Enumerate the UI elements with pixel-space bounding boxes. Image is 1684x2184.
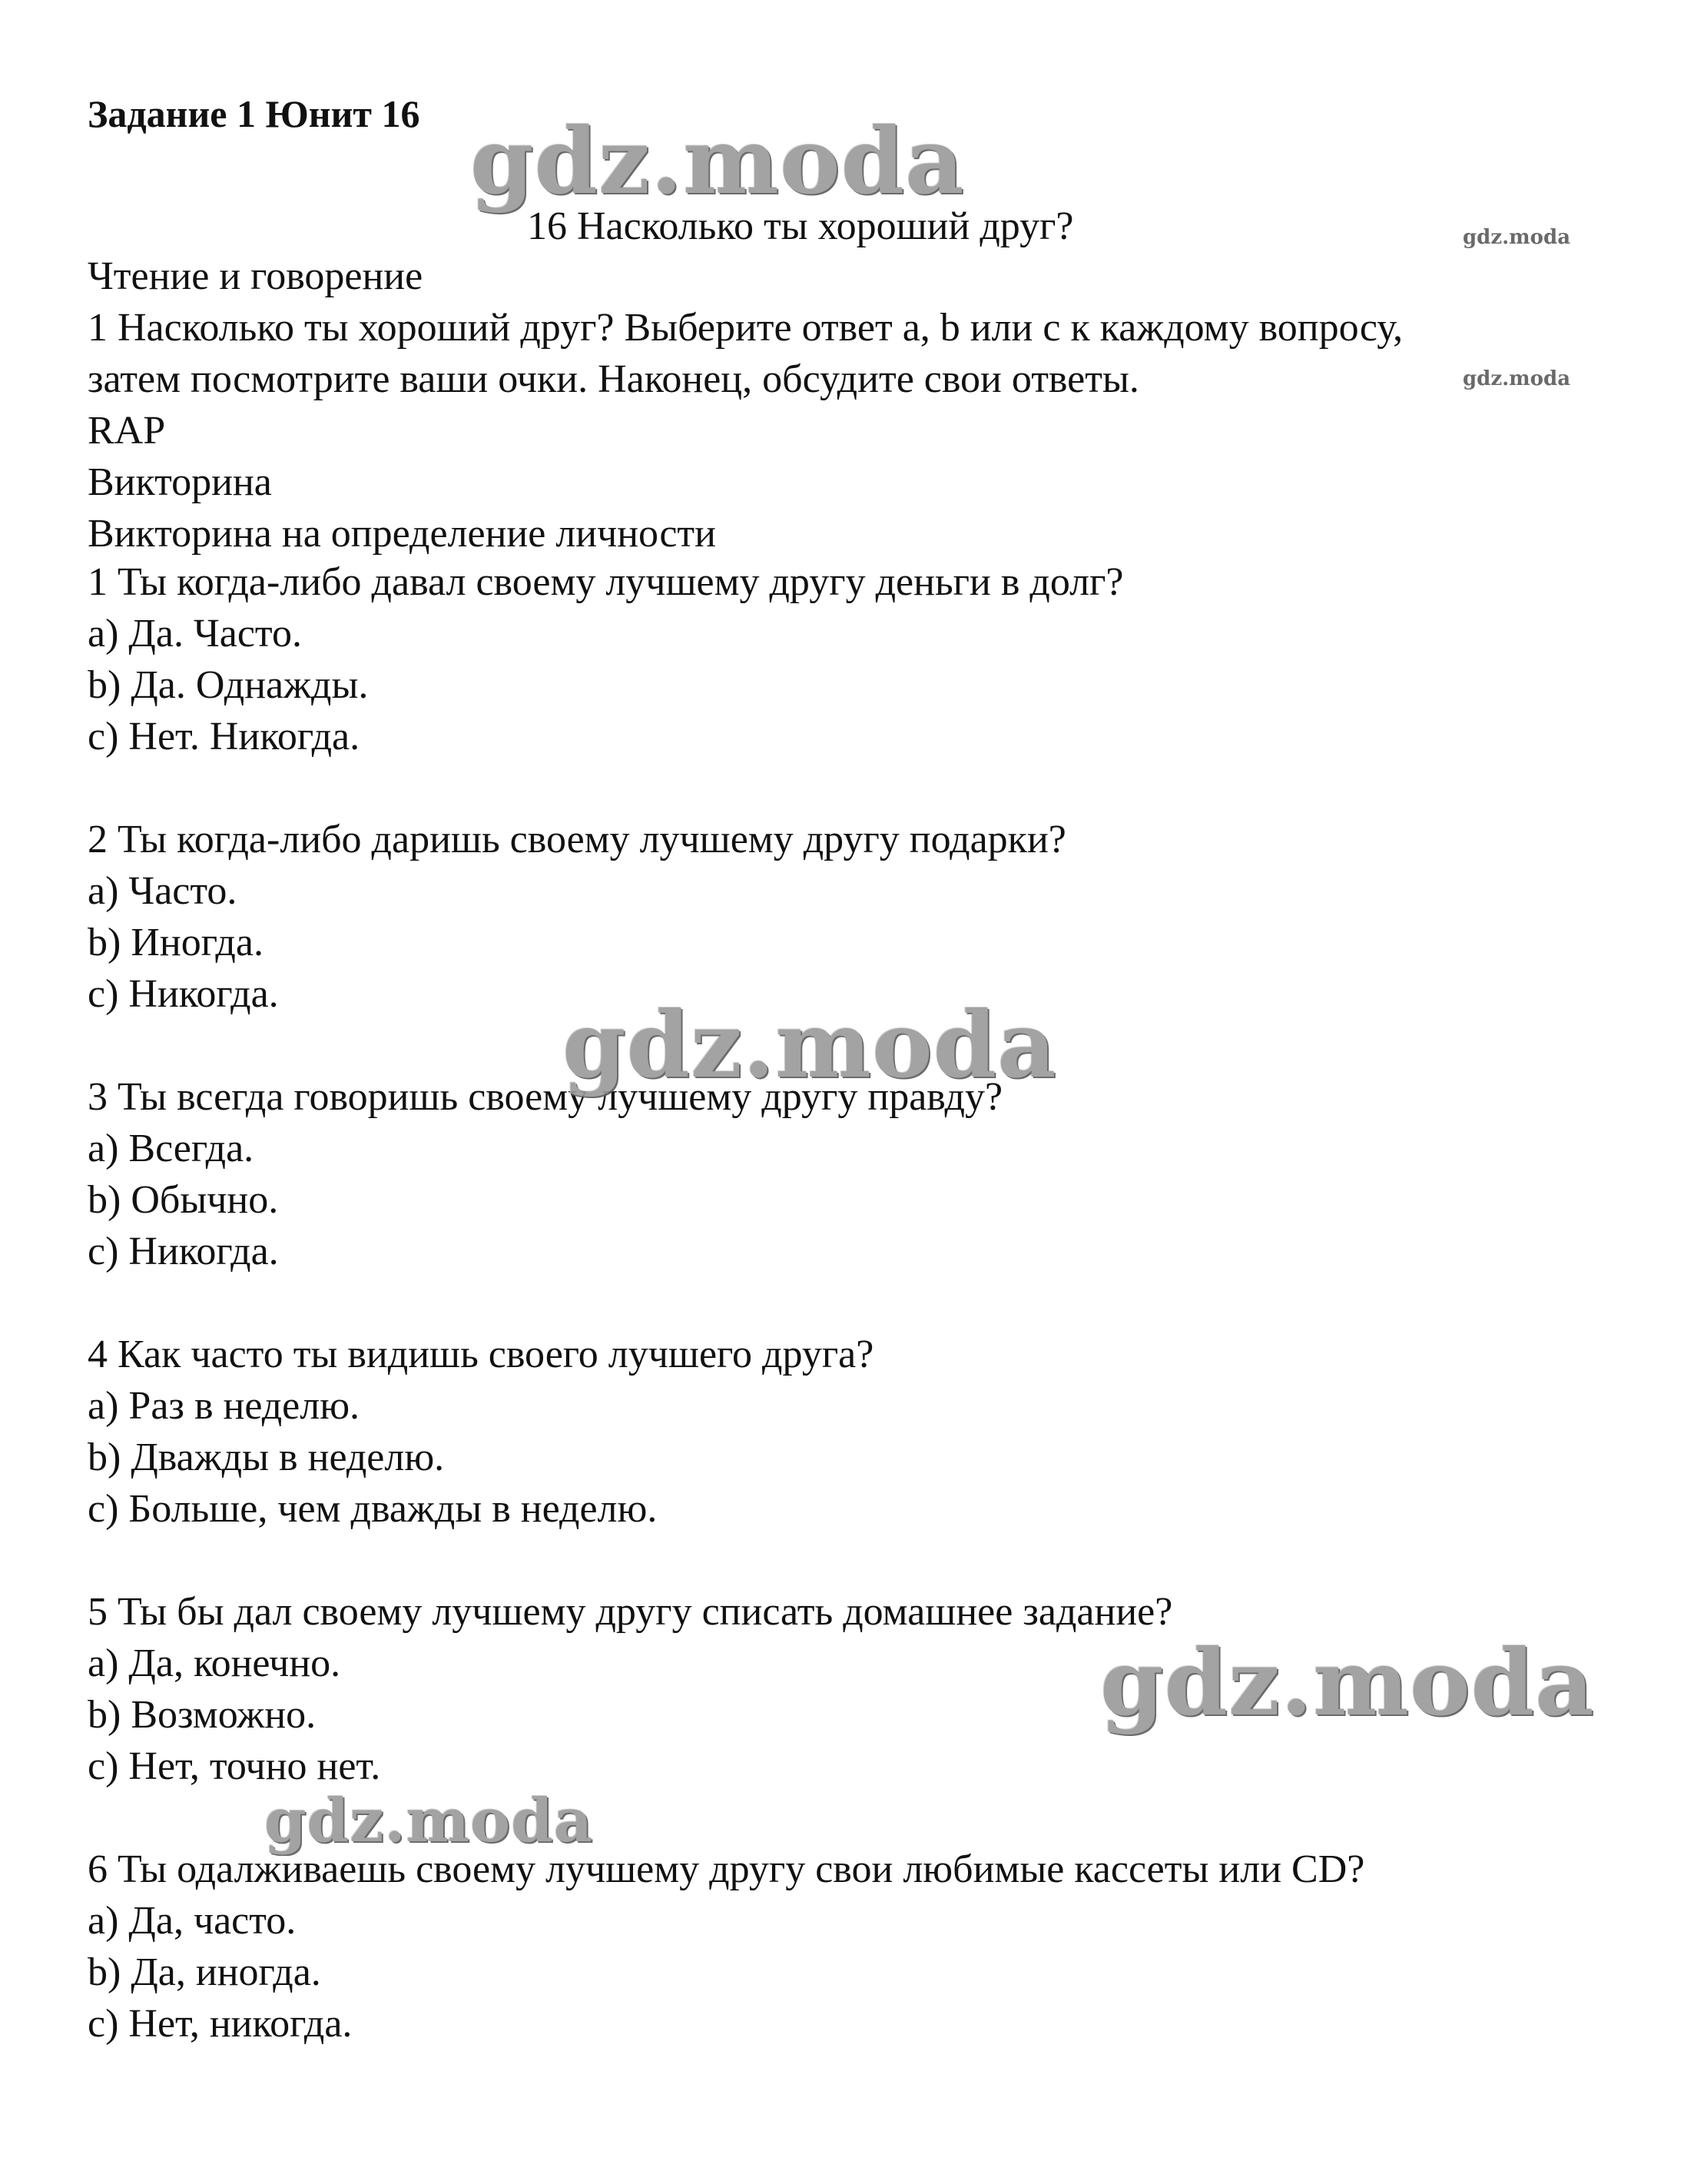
quiz-title: Викторина на определение личности: [88, 512, 716, 556]
section-heading: Чтение и говорение: [88, 254, 423, 298]
watermark: gdz.moda: [470, 108, 965, 214]
question-2: [88, 814, 1593, 1020]
answer-option: a) Часто.: [88, 869, 237, 913]
question-1: [88, 556, 1593, 762]
question-text: 4 Как часто ты видишь своего лучшего друга?: [88, 1333, 874, 1376]
page-title: Задание 1 Юнит 16: [88, 92, 420, 135]
question-text: 3 Ты всегда говоришь своему лучшему другу правду?: [88, 1075, 1003, 1119]
answer-option: a) Да, часто.: [88, 1899, 297, 1943]
unit-subtitle: 16 Насколько ты хороший друг?: [527, 204, 1074, 248]
question-3: [88, 1071, 1593, 1277]
answer-option: a) Да. Часто.: [88, 612, 302, 656]
answer-option: b) Возможно.: [88, 1693, 317, 1737]
answer-option: c) Нет, никогда.: [88, 2002, 353, 2046]
instruction-line-2: затем посмотрите ваши очки. Наконец, обсудите свои ответы.: [88, 357, 1139, 401]
rap-label: RAP: [88, 409, 166, 453]
answer-option: a) Всегда.: [88, 1127, 254, 1170]
watermark: gdz.moda: [1463, 226, 1571, 249]
question-text: 1 Ты когда-либо давал своему лучшему другу деньги в долг?: [88, 560, 1124, 604]
quiz-label: Викторина: [88, 460, 272, 504]
question-6: [88, 1844, 1593, 2050]
watermark: gdz.moda: [1100, 1629, 1595, 1736]
answer-option: b) Да. Однажды.: [88, 663, 369, 707]
answer-option: c) Никогда.: [88, 1230, 279, 1273]
answer-option: b) Да, иногда.: [88, 1950, 321, 1994]
question-text: 5 Ты бы дал своему лучшему другу списать домашнее задание?: [88, 1590, 1173, 1634]
watermark: gdz.moda: [264, 1786, 594, 1856]
answer-option: c) Никогда.: [88, 972, 279, 1016]
question-list: [88, 556, 1593, 2101]
answer-option: a) Да, конечно.: [88, 1641, 341, 1685]
answer-option: a) Раз в неделю.: [88, 1384, 360, 1428]
answer-option: c) Больше, чем дважды в неделю.: [88, 1487, 658, 1531]
answer-option: c) Нет. Никогда.: [88, 715, 360, 758]
question-text: 6 Ты одалживаешь своему лучшему другу свои любимые кассеты или CD?: [88, 1847, 1365, 1891]
answer-option: b) Иногда.: [88, 921, 264, 964]
answer-option: c) Нет, точно нет.: [88, 1744, 381, 1788]
watermark: gdz.moda: [1463, 367, 1571, 390]
question-text: 2 Ты когда-либо даришь своему лучшему другу подарки?: [88, 818, 1066, 861]
intro-block: [88, 251, 1593, 559]
watermark: gdz.moda: [562, 991, 1057, 1098]
answer-option: b) Обычно.: [88, 1178, 279, 1222]
question-4: [88, 1329, 1593, 1535]
instruction-line-1: 1 Насколько ты хороший друг? Выберите ответ a, b или c к каждому вопросу,: [88, 306, 1404, 350]
answer-option: b) Дважды в неделю.: [88, 1436, 445, 1479]
